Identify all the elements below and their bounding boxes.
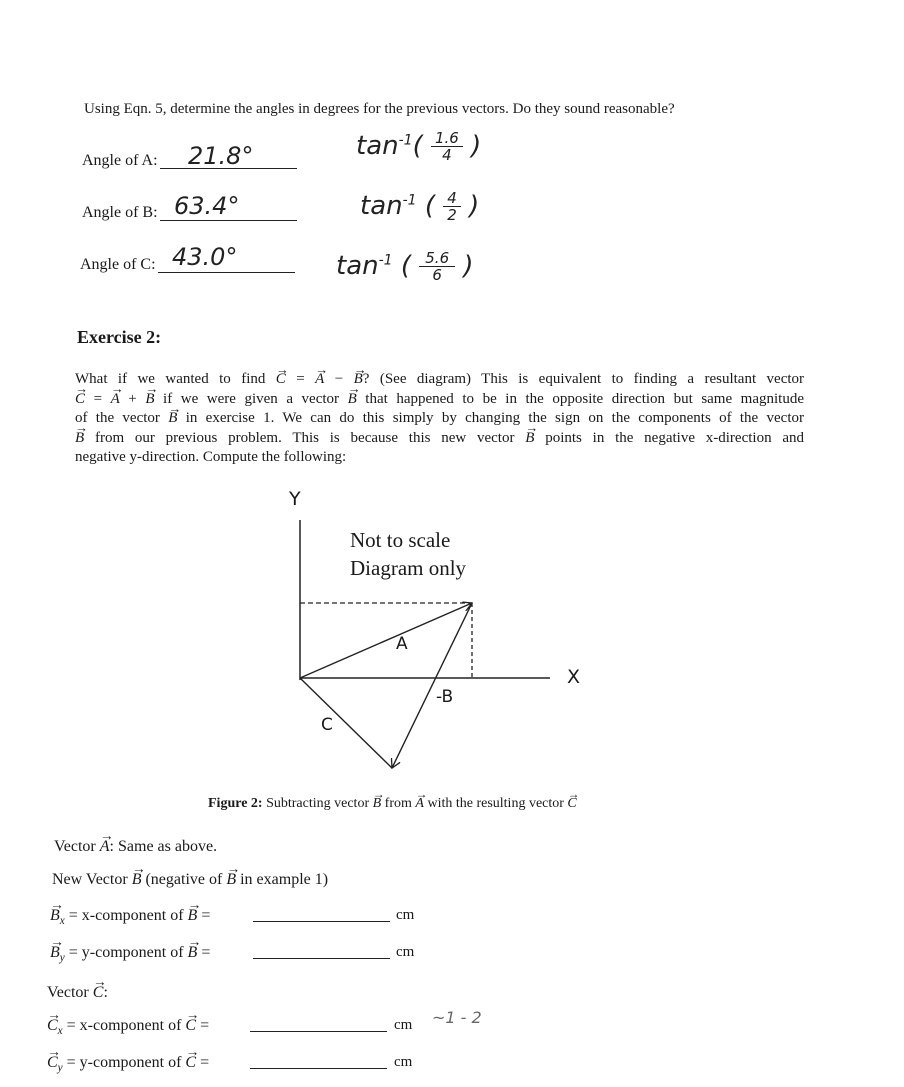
cx-unit: cm — [394, 1017, 413, 1033]
new-vector-b-text-b: (negative of — [145, 871, 223, 888]
angle-b-num: 4 — [443, 190, 461, 207]
para-line4a: from our previous problem. This is because this new vector — [94, 429, 515, 446]
vector-c-line — [300, 678, 392, 768]
vec-b: → B — [50, 907, 60, 925]
eq-sign: = — [201, 907, 211, 924]
sub-y: y — [59, 951, 65, 964]
vec-b: → B — [354, 370, 363, 390]
vec-a: → A — [100, 838, 110, 856]
exercise-heading: Exercise 2: — [77, 327, 162, 347]
cy-answer-line[interactable] — [250, 1068, 387, 1069]
bx-unit: cm — [396, 907, 415, 923]
vec-c: → C — [567, 796, 576, 812]
vec-b: → B — [348, 390, 357, 410]
eq-sign: = — [200, 1017, 210, 1034]
angle-b-label: Angle of B: — [82, 204, 158, 221]
vector-neg-b-arrow — [392, 603, 472, 768]
angle-a-formula: $\tan^{-1}$( $\frac{1.6}{4}$ ) — [356, 129, 482, 164]
caption-figure-number: Figure 2: — [208, 796, 263, 811]
vec-b: → B — [226, 871, 236, 889]
diagram-label-neg-b: -B — [436, 687, 454, 707]
eq-sign: = — [200, 1054, 210, 1071]
angle-c-label: Angle of C: — [80, 256, 156, 273]
sub-x: x — [59, 914, 65, 927]
diagram-label-c: C — [321, 715, 333, 735]
vector-a-row — [54, 838, 217, 856]
x-axis-label: X — [567, 666, 581, 688]
exercise-paragraph: What if we wanted to find → C = → A − → B? (See diagram) This is equivalent to finding a resultant vector → C = → A + → B if we were given a vector → B that happened to be in the opposite direction but same magnitude of the vector → B in exercise 1. We can do this simply by changing the sign on the components of the vector → B from our previous problem. This is because this new vector → B points in the negative x-direction and negative y-direction. Compute the following: — [75, 370, 804, 468]
sub-y: y — [57, 1061, 63, 1074]
vec-b: → B — [145, 390, 154, 410]
bx-row — [50, 907, 210, 927]
angle-a-num: 1.6 — [431, 130, 463, 147]
margin-note: ~1 - 2 — [432, 1008, 482, 1027]
vec-a: → A — [315, 370, 324, 390]
bx-text: = x-component of — [68, 907, 184, 924]
cx-answer-line[interactable] — [250, 1031, 387, 1032]
cx-text: = x-component of — [66, 1017, 182, 1034]
vec-b: → B — [75, 429, 84, 449]
para-line2b: that happened to be in the opposite direction but same magnitude — [365, 390, 804, 407]
cy-unit: cm — [394, 1054, 413, 1070]
para-line5: negative y-direction. Compute the following: — [75, 449, 347, 465]
vec-b: → B — [50, 944, 60, 962]
angle-b-den: 2 — [447, 206, 457, 224]
vec-b: → B — [525, 429, 534, 449]
vec-c: → C — [93, 984, 104, 1002]
angle-a-answer: 21.8° — [188, 142, 254, 170]
para-line1a: What if we wanted to find — [75, 371, 266, 387]
vec-b: → B — [168, 409, 177, 429]
para-line4b: points in the negative x-direction and — [545, 429, 805, 446]
sub-x: x — [57, 1024, 63, 1037]
vector-word: Vector — [54, 838, 96, 855]
cy-row — [47, 1054, 209, 1074]
vector-c-row — [47, 984, 108, 1002]
intro-text: Using Eqn. 5, determine the angles in degrees for the previous vectors. Do they sound reasonable? — [84, 101, 675, 117]
new-vector-b-text-c: in example 1) — [240, 871, 329, 888]
by-row — [50, 944, 210, 964]
by-unit: cm — [396, 944, 415, 960]
y-axis-label: Y — [289, 488, 301, 510]
eq-sign: = — [296, 371, 305, 387]
para-line3b: in exercise 1. We can do this simply by changing the sign on the components of the vector — [185, 410, 804, 426]
cx-row — [47, 1017, 209, 1037]
by-text: = y-component of — [68, 944, 184, 961]
angle-c-num: 5.6 — [419, 250, 455, 267]
diagram-note-2: Diagram only — [350, 556, 467, 580]
vec-c: → C — [47, 1017, 58, 1035]
vec-c: → C — [75, 390, 85, 410]
new-vector-b-text-a: New Vector — [52, 871, 128, 888]
by-answer-line[interactable] — [253, 958, 390, 959]
para-line1b: ? (See diagram) This is equivalent to finding a resultant vector — [362, 371, 805, 387]
para-line3a: of the vector — [75, 410, 160, 426]
angle-c-answer: 43.0° — [172, 243, 238, 271]
vec-a: → A — [111, 390, 120, 410]
angle-b-answer: 63.4° — [174, 192, 240, 220]
angle-c-den: 6 — [432, 266, 442, 284]
diagram-label-a: A — [396, 634, 408, 654]
angle-a-den: 4 — [442, 146, 452, 164]
cy-text: = y-component of — [66, 1054, 182, 1071]
vec-a: → A — [415, 796, 424, 812]
caption-text-c: with the resulting vector — [427, 796, 564, 811]
vec-c: → C — [276, 370, 286, 390]
vec-c: → C — [185, 1054, 196, 1072]
angle-c-formula: $\tan^{-1}$ ( $\frac{5.6}{6}$ ) — [336, 249, 474, 284]
vec-b: → B — [132, 871, 142, 889]
figure-caption — [208, 796, 577, 812]
caption-text-a: Subtracting vector — [266, 796, 370, 811]
angle-b-formula: $\tan^{-1}$ ( $\frac{4}{2}$ ) — [360, 189, 480, 224]
bx-answer-line[interactable] — [253, 921, 390, 922]
vec-b: → B — [188, 907, 198, 925]
para-line2a: if we were given a vector — [163, 390, 340, 407]
vector-c-colon: : — [103, 984, 108, 1001]
angle-a-label: Angle of A: — [82, 152, 158, 169]
caption-text-b: from — [384, 796, 412, 811]
eq-sign: = — [201, 944, 211, 961]
vector-a-same: : Same as above. — [109, 838, 218, 855]
vec-b: → B — [373, 796, 382, 812]
eq-sign: = — [93, 390, 103, 407]
vec-c: → C — [47, 1054, 58, 1072]
new-vector-b-row — [52, 871, 328, 889]
vector-word: Vector — [47, 984, 89, 1001]
diagram-note-1: Not to scale — [350, 528, 451, 552]
vec-c: → C — [185, 1017, 196, 1035]
vec-b: → B — [188, 944, 198, 962]
vector-a-arrow — [300, 603, 472, 678]
